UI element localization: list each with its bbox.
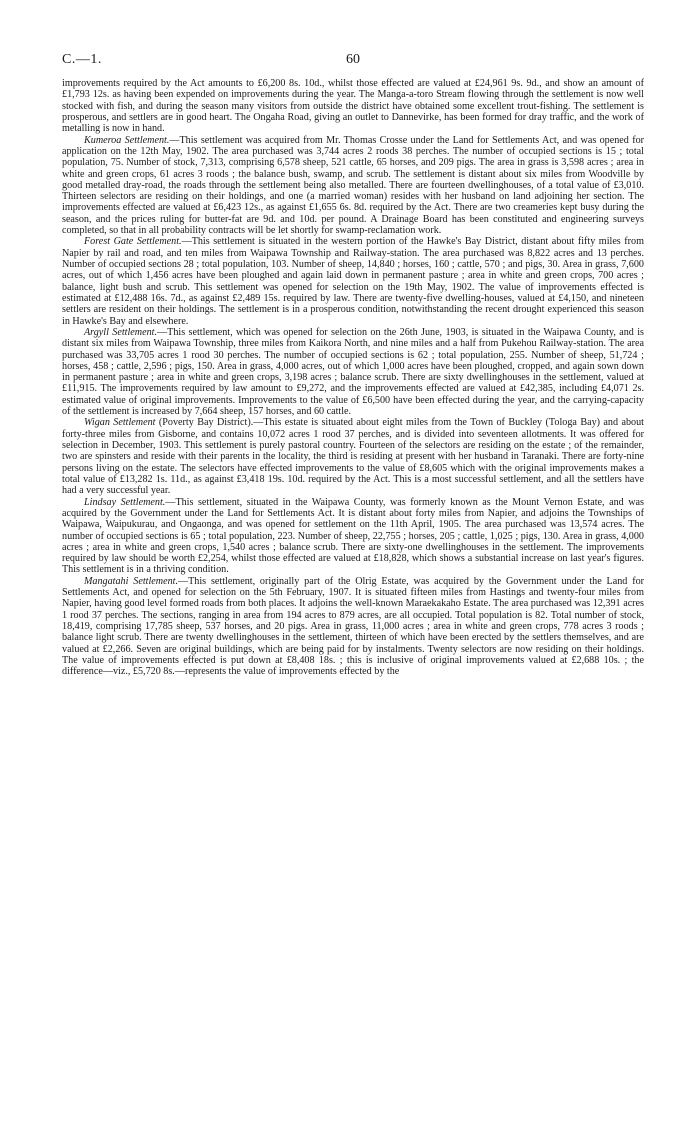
- paragraph-mangatahi-settlement: [62, 576, 644, 678]
- paragraph-text: —This settlement was acquired from Mr. Thomas Crosse under the Land for Settlements Act, and was opened for application on the 12th May, 1902. The area purchased was 3,744 acres 2 roods 38 perches. The number of occupied sections is 15 ; total population, 75. Number of stock, 7,313, comprising 6,578 sheep, 521 cattle, 65 horses, and 209 pigs. The area in grass is 3,598 acres ; area in white and green crops, 61 acres 3 roods ; the balance bush, swamp, and scrub. The settlement is distant about six miles from Woodville by good metalled dray-road, the roads through the settlement being also metalled. There are fourteen dwellinghouses, of a total value of £3,010. Thirteen selectors are residing on their holdings, and one (a married woman) resides with her husband on land adjoining her section. The improvements effected are valued at £6,423 12s., as against £1,655 6s. 8d. required by the Act. There are two creameries kept busy during the season, and the prices ruling for butter-fat are 9d. and 10d. per pound. A Drainage Board has been constituted and engineering surveys completed, so that in all probability contracts will be let shortly for swamp-reclamation work.: [62, 134, 645, 237]
- body-text: [62, 78, 644, 678]
- paragraph-wigan-settlement: [62, 417, 644, 496]
- section-heading: Wigan Settlement: [84, 417, 156, 429]
- paragraph-lindsay-settlement: [62, 497, 644, 576]
- document-page: [62, 52, 644, 678]
- paragraph-text: —This settlement, situated in the Waipawa County, was formerly known as the Mount Vernon Estate, and was acquired by the Government under the Land for Settlements Act. It is distant about forty miles from Napier, and adjoins the Townships of Waipawa, Waipukurau, and Ongaonga, and was opened for settlement on the 11th April, 1905. The area purchased was 13,574 acres. The number of occupied sections is 65 ; total population, 223. Number of sheep, 22,755 ; horses, 205 ; cattle, 1,025 ; pigs, 130. Area in grass, 4,000 acres ; area in white and green crops, 1,540 acres ; balance scrub. There are sixty-one dwellinghouses in the settlement. The improvements required by law should be worth £2,254, whilst those effected are valued at £18,828, which shows a substantial increase on last year's figures. This settlement is in a thriving condition.: [62, 496, 644, 576]
- paragraph-forest-gate-settlement: [62, 236, 644, 327]
- section-heading: Forest Gate Settlement.: [84, 236, 182, 248]
- page-header: [62, 52, 644, 78]
- section-heading: Lindsay Settlement.: [84, 496, 166, 508]
- document-reference: C.—1.: [62, 52, 102, 67]
- paragraph-kumeroa-settlement: [62, 135, 644, 237]
- paragraph-text: —This settlement is situated in the western portion of the Hawke's Bay District, distant about fifty miles from Napier by rail and road, and ten miles from Waipawa Township and Railway-station. The area purchased was 8,822 acres and 13 perches. Number of occupied sections 28 ; total population, 103. Number of sheep, 14,840 ; horses, 160 ; cattle, 570 ; and pigs, 30. Area in grass, 7,600 acres, out of which 1,456 acres have been ploughed and again laid down in permanent pasture ; area in white and green crops, 700 acres ; balance, light bush and scrub. This settlement was opened for selection on the 19th May, 1902. The value of improvements effected is estimated at £12,488 16s. 7d., as against £2,489 15s. required by law. There are twenty-five dwelling-houses, valued at £4,150, and nineteen settlers are resident on their holdings. The settlement is in a prosperous condition, notwithstanding the recent drought experienced this season in Hawke's Bay and elsewhere.: [62, 236, 644, 327]
- paragraph-text: improvements required by the Act amounts to £6,200 8s. 10d., whilst those effected are valued at £24,961 9s. 9d., and show an amount of £1,793 12s. as having been expended on improvements during the year. The Manga-a-toro Stream flowing through the settlement is now well stocked with fish, and during the season many visitors from outside the district have obtained some excellent trout-fishing. The settlement is prosperous, and settlers are in good heart. The Ongaha Road, giving an outlet to Dannevirke, has been formed for dray traffic, and the work of metalling is now in hand.: [62, 78, 644, 135]
- section-heading: Mangatahi Settlement.: [84, 575, 178, 587]
- paragraph-text: —This settlement, which was opened for selection on the 26th June, 1903, is situated in the Waipawa County, and is distant six miles from Waipawa Township, three miles from Kaikora North, and nine miles and a half from Pukehou Railway-station. The area purchased was 33,705 acres 1 rood 30 perches. The number of occupied sections is 62 ; total population, 255. Number of sheep, 51,724 ; horses, 458 ; cattle, 2,596 ; pigs, 150. Area in grass, 4,000 acres, out of which 1,000 acres have been ploughed, cropped, and again sown down in permanent pasture ; area in white and green crops, 3,198 acres ; balance scrub. There are sixty dwellinghouses in the settlement, valued at £11,915. The improvements required by law amount to £9,272, and the improvements effected are valued at £42,385, including £4,071 2s. estimated value of original improvements. Improvements to the value of £6,500 have been effected during the year, and the carrying-capacity of the settlement is increased by 7,664 sheep, 157 horses, and 60 cattle.: [62, 326, 644, 418]
- section-heading: Argyll Settlement.: [84, 326, 158, 338]
- page-number: 60: [346, 52, 360, 67]
- paragraph-text: —This settlement, originally part of the Olrig Estate, was acquired by the Government under the Land for Settlements Act, and opened for selection on the 5th February, 1907. It is situated fifteen miles from Hastings and twenty-four miles from Napier, having good level formed roads from both places. It adjoins the well-known Maraekakaho Estate. The area purchased was 12,391 acres 1 rood 37 perches. The sections, ranging in area from 194 acres to 879 acres, are all occupied. Total population is 82. Total number of stock, 18,419, comprising 17,785 sheep, 537 horses, and 20 pigs. Area in grass, 11,000 acres ; area in white and green crops, 778 acres 3 roods ; balance light scrub. There are twenty dwellinghouses in the settlement, thirteen of which have been erected by the settlers themselves, and are valued at £2,266. Seven are original buildings, which are being paid for by instalments. Twenty selectors are now residing on their holdings. The value of improvements effected is put down at £8,408 18s. ; this is inclusive of original improvements valued at £2,688 10s. ; the difference—viz., £5,720 8s.—represents the value of improvements effected by the: [62, 575, 645, 678]
- paragraph-continuation: [62, 78, 644, 135]
- paragraph-argyll-settlement: [62, 327, 644, 418]
- paragraph-text: (Poverty Bay District).—This estate is situated about eight miles from the Town of Buckley (Tologa Bay) and about forty-three miles from Gisborne, and contains 10,072 acres 1 rood 37 perches, and is divided into seventeen allotments. It was offered for selection in December, 1903. This settlement is purely pastoral country. Fourteen of the selectors are residing on the estate ; of the remainder, two are spinsters and reside with their parents in the locality, the third is residing at present with her husband in Taranaki. There are forty-nine persons living on the estate. The selectors have effected improvements to the value of £8,605 which with the original improvements makes a total value of £13,282 1s. 11d., as against £3,418 19s. 10d. required by the Act. This is a most successful settlement, and all the settlers have had a very successful year.: [62, 417, 644, 497]
- section-heading: Kumeroa Settlement.: [84, 134, 170, 146]
